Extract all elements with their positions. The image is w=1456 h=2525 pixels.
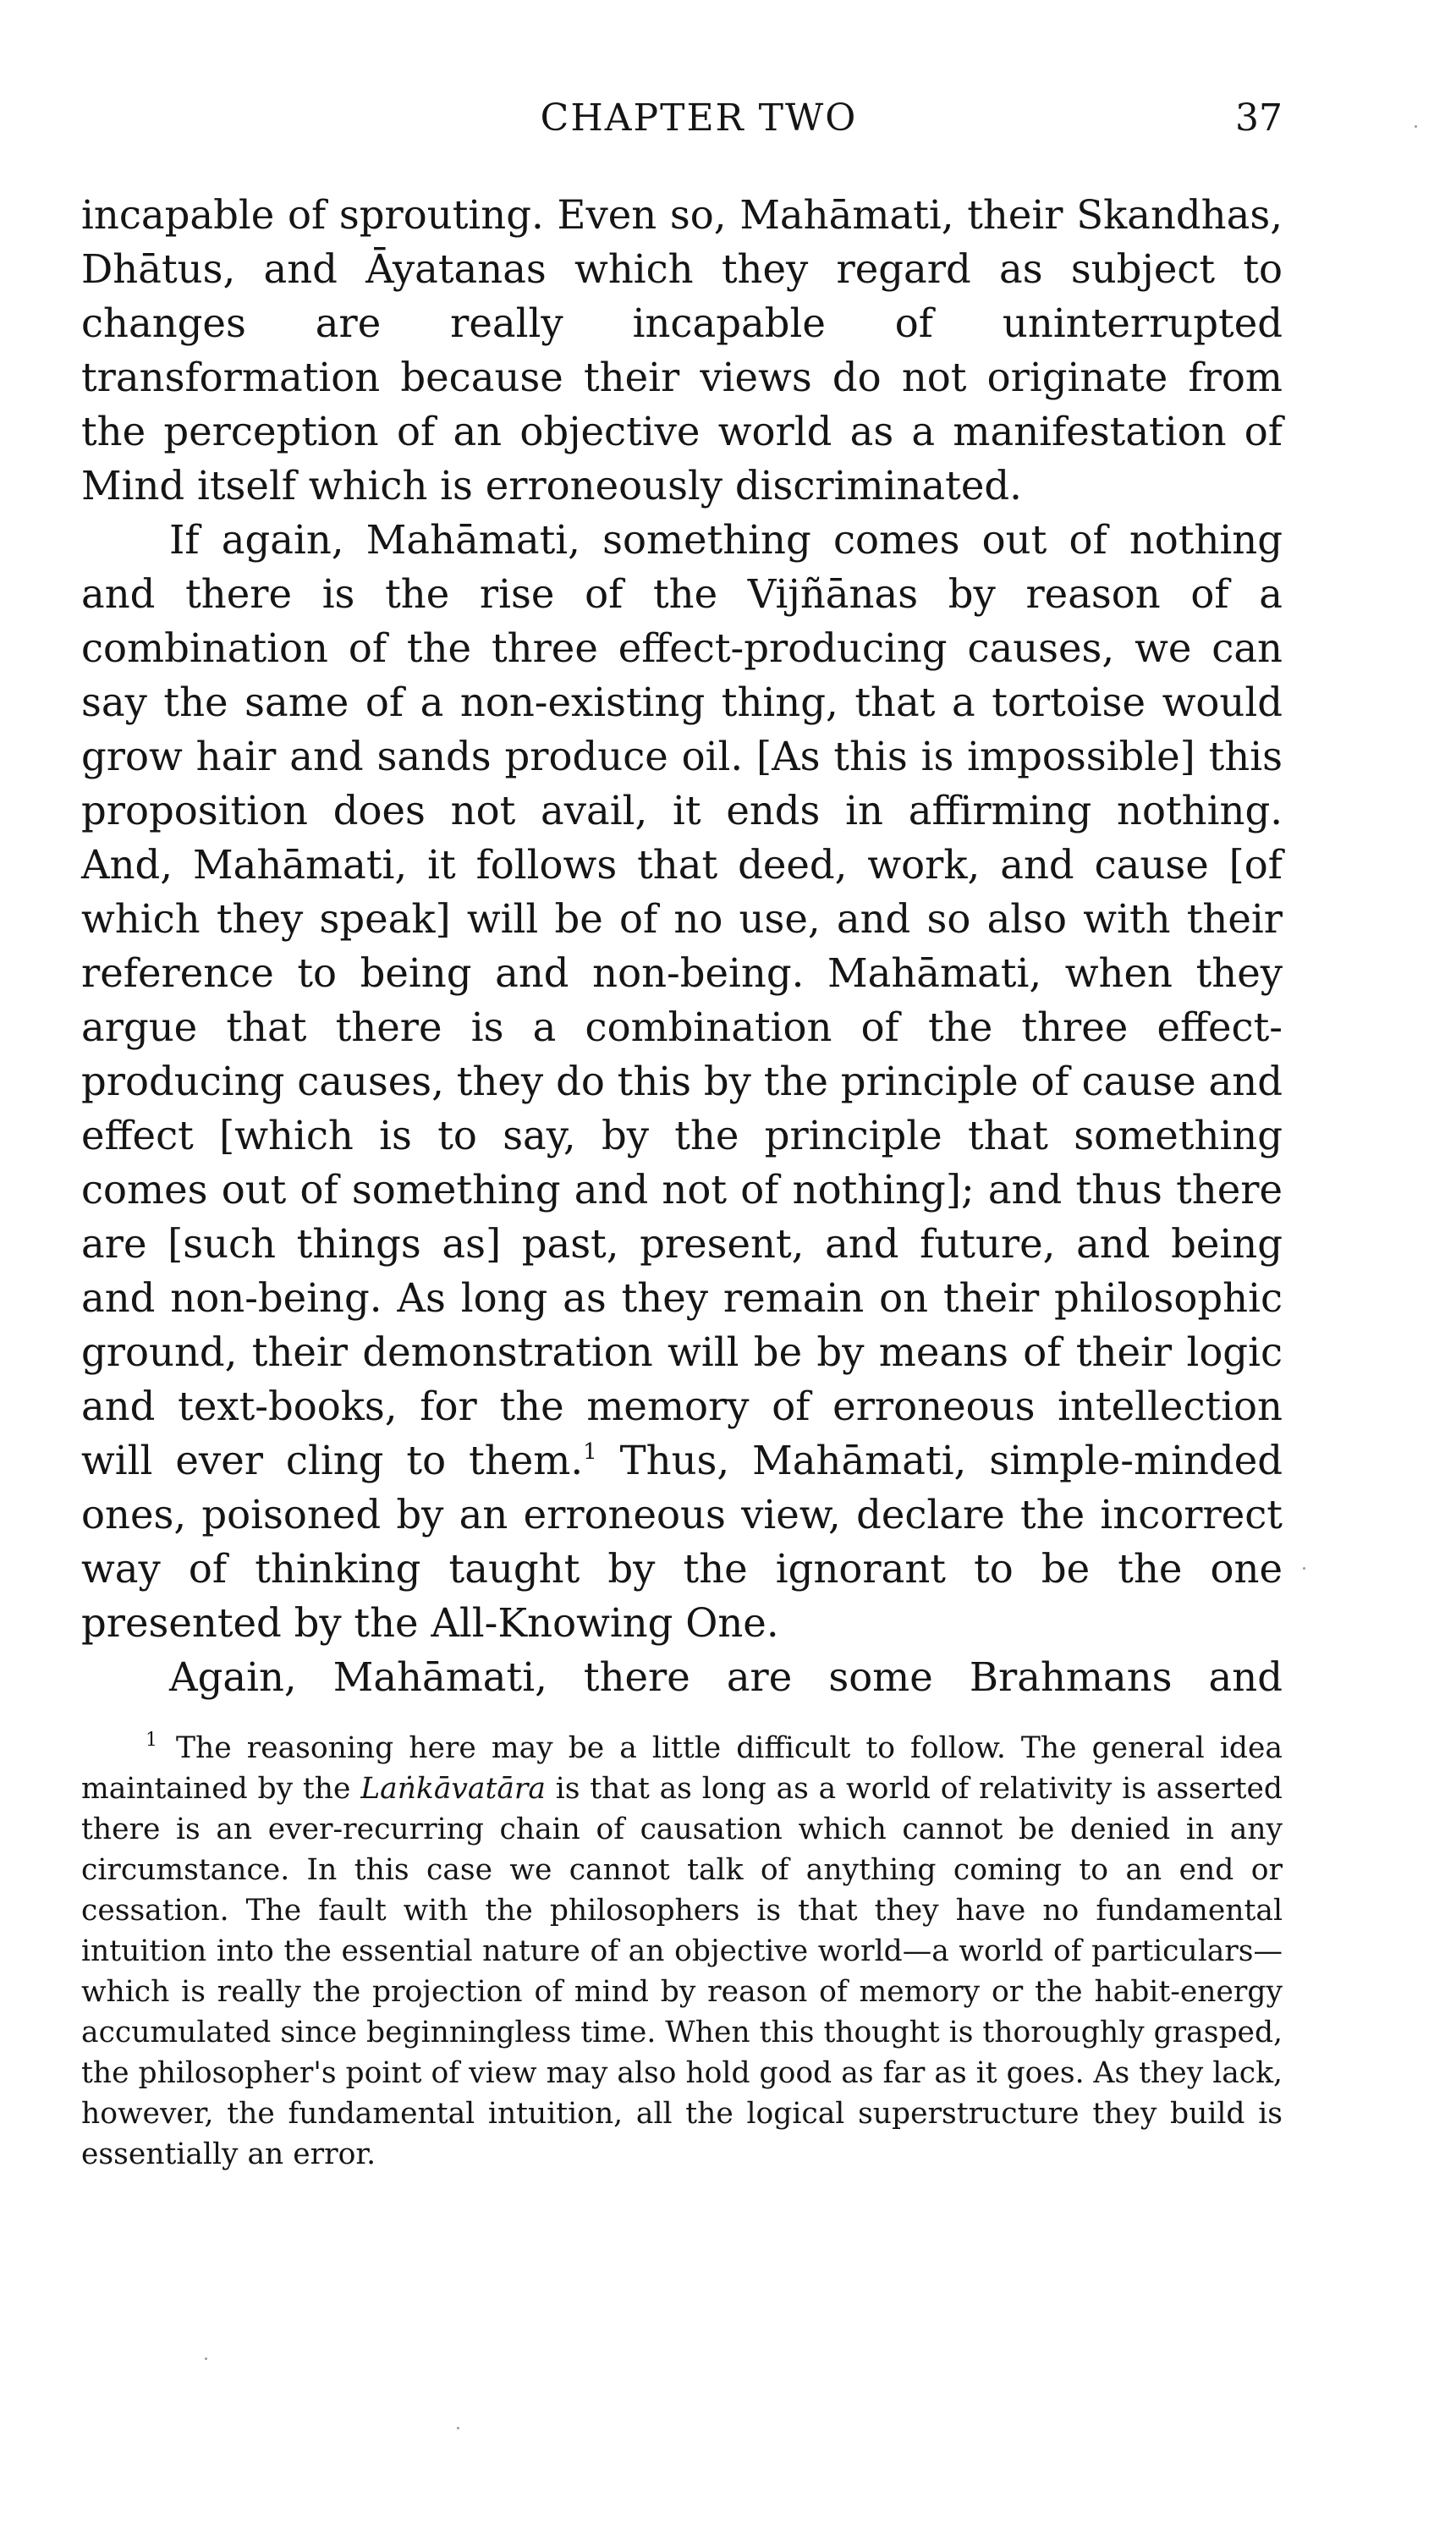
- paragraph-start: Again, Mahāmati, there are some Brahmans and: [169, 1654, 1283, 1700]
- footnotes: [81, 1728, 1283, 2175]
- scan-speck: [205, 2357, 207, 2360]
- footnote-text: The reasoning here may be a little difficult to follow. The general idea maintained by the: [81, 1731, 1283, 1806]
- running-head: [81, 93, 1283, 144]
- footnote: [81, 1728, 1283, 2175]
- footnote-text-end: is that as long as a world of relativity is asserted there is an ever-recurring chain of causation which cannot be denied in any circumstance. In this case we cannot talk of anything coming to an end or cessation. The fault with the philosophers is that they have no fundamental intuition into the essential nature of an objective world—a world of particulars—which is really the projection of mind by reason of memory or the habit-energy accumulated since beginningless time. When this thought is thoroughly grasped, the philosopher's point of view may also hold good as far as it goes. As they lack, however, the fundamental intuition, all the logical superstructure they build is essentially an error.: [81, 1772, 1283, 2171]
- footnote-italic-title: Laṅkāvatāra: [360, 1772, 546, 1806]
- paragraph: [81, 513, 1283, 1650]
- page-number: 37: [1235, 96, 1283, 140]
- scan-speck: [1415, 125, 1417, 128]
- main-text: [81, 188, 1283, 1704]
- footnote-reference[interactable]: 1: [583, 1439, 597, 1465]
- scan-speck: [457, 2427, 459, 2429]
- scan-speck: [1303, 1567, 1305, 1570]
- chapter-title: CHAPTER TWO: [540, 96, 858, 140]
- paragraph-text-continued: Thus, Mahāmati, simple-minded ones, poisoned by an erroneous view, declare the incorrect way of thinking taught by the ignorant to be the one presented by the All-Knowing One.: [81, 1438, 1283, 1646]
- paragraph-continued: incapable of sprouting. Even so, Mahāmati, their Skandhas, Dhātus, and Āyatanas which they regard as subject to changes are really incapable of uninterrupted transformation because their views do not originate from the perception of an objective world as a manifestation of Mind itself which is erroneously discriminated.: [81, 192, 1283, 509]
- paragraph-text: If again, Mahāmati, something comes out of nothing and there is the rise of the Vijñānas by reason of a combination of the three effect-producing causes, we can say the same of a non-existing thing, that a tortoise would grow hair and sands produce oil. [As this is impossible] this proposition does not avail, it ends in affirming nothing. And, Mahāmati, it follows that deed, work, and cause [of which they speak] will be of no use, and so also with their reference to being and non-being. Mahāmati, when they argue that there is a combination of the three effect-producing causes, they do this by the principle of cause and effect [which is to say, by the principle that something comes out of something and not of nothing]; and thus there are [such things as] past, present, and future, and being and non-being. As long as they remain on their philosophic ground, their demonstration will be by means of their logic and text-books, for the memory of erroneous intellection will ever cling to them.: [81, 517, 1283, 1483]
- footnote-marker: 1: [146, 1730, 157, 1751]
